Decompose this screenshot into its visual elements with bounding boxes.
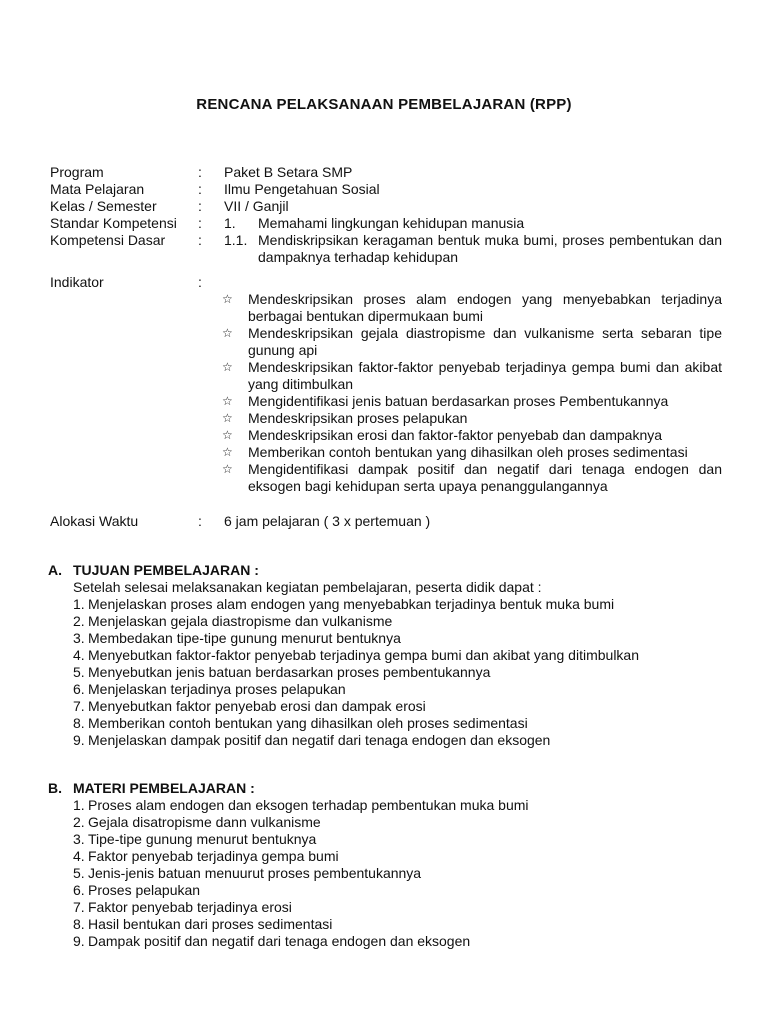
list-item: 3. Membedakan tipe-tipe gunung menurut bentuknya: [73, 630, 401, 646]
indikator-item: ☆ Mendeskripsikan erosi dan faktor-faktor penyebab dan dampaknya: [222, 427, 663, 443]
info-colon: :: [198, 198, 202, 214]
list-item: 1. Proses alam endogen dan eksogen terhadap pembentukan muka bumi: [73, 797, 529, 813]
list-item: 1. Menjelaskan proses alam endogen yang menyebabkan terjadinya bentuk muka bumi: [73, 596, 615, 612]
info-row-mata-pelajaran: [50, 181, 722, 198]
info-label: Mata Pelajaran: [50, 181, 145, 197]
section-intro: Setelah selesai melaksanakan kegiatan pembelajaran, peserta didik dapat :: [73, 579, 542, 595]
section-letter: B.: [48, 780, 62, 796]
list-item: 9. Menjelaskan dampak positif dan negatif dari tenaga endogen dan eksogen: [73, 732, 551, 748]
materi-list: [73, 797, 728, 950]
indikator-item: ☆ Mendeskripsikan gejala diastropisme dan vulkanisme serta sebaran tipe gunung api: [222, 325, 722, 358]
list-item: 4. Faktor penyebab terjadinya gempa bumi: [73, 848, 339, 864]
indikator-item: ☆ Mengidentifikasi jenis batuan berdasarkan proses Pembentukannya: [222, 393, 669, 409]
info-block: [50, 164, 722, 530]
info-row-kelas-semester: [50, 198, 722, 215]
list-item: 7. Faktor penyebab terjadinya erosi: [73, 899, 292, 915]
list-item: 5. Jenis-jenis batuan menuurut proses pembentukannya: [73, 865, 422, 881]
info-label: Alokasi Waktu: [50, 513, 139, 529]
info-label: Indikator: [50, 274, 104, 290]
indikator-item: ☆ Mendeskripsikan proses alam endogen yang menyebabkan terjadinya berbagai bentukan dipermukaan bumi: [222, 291, 722, 324]
info-label: Program: [50, 164, 104, 180]
info-label: Standar Kompetensi: [50, 215, 177, 231]
info-row-alokasi-waktu: [50, 513, 722, 530]
info-colon: :: [198, 513, 202, 529]
star-bullet-icon: ☆: [222, 394, 233, 408]
info-value: VII / Ganjil: [224, 198, 289, 214]
star-bullet-icon: ☆: [222, 326, 233, 340]
star-bullet-icon: ☆: [222, 445, 233, 459]
tujuan-list: [73, 596, 728, 749]
indikator-item: ☆ Memberikan contoh bentukan yang dihasilkan oleh proses sedimentasi: [222, 444, 688, 460]
section-letter: A.: [48, 562, 62, 578]
list-item: 4. Menyebutkan faktor-faktor penyebab terjadinya gempa bumi dan akibat yang ditimbulkan: [73, 647, 639, 663]
info-row-standar-kompetensi: [50, 215, 722, 232]
info-value: Ilmu Pengetahuan Sosial: [224, 181, 380, 197]
info-row-program: [50, 164, 722, 181]
list-item: 6. Menjelaskan terjadinya proses pelapukan: [73, 681, 346, 697]
indikator-list: [50, 291, 722, 495]
info-value: 6 jam pelajaran ( 3 x pertemuan ): [224, 513, 431, 529]
indikator-item: ☆ Mengidentifikasi dampak positif dan negatif dari tenaga endogen dan eksogen bagi kehidupan serta upaya penanggulangannya: [222, 461, 722, 494]
list-item: 7. Menyebutkan faktor penyebab erosi dan dampak erosi: [73, 698, 426, 714]
info-row-kompetensi-dasar: [50, 232, 722, 266]
info-colon: :: [198, 215, 202, 231]
section-heading: [48, 562, 728, 579]
star-bullet-icon: ☆: [222, 428, 233, 442]
list-item: 2. Gejala disatropisme dann vulkanisme: [73, 814, 321, 830]
list-item: 3. Tipe-tipe gunung menurut bentuknya: [73, 831, 317, 847]
info-value: Paket B Setara SMP: [224, 164, 353, 180]
list-item: 5. Menyebutkan jenis batuan berdasarkan proses pembentukannya: [73, 664, 491, 680]
list-item: 6. Proses pelapukan: [73, 882, 201, 898]
section-tujuan: [48, 562, 728, 749]
section-title: TUJUAN PEMBELAJARAN :: [73, 562, 259, 578]
info-colon: :: [198, 181, 202, 197]
info-label: Kelas / Semester: [50, 198, 157, 214]
section-title: MATERI PEMBELAJARAN :: [73, 780, 255, 796]
section-materi: [48, 780, 728, 950]
info-colon: :: [198, 232, 202, 248]
document-title: RENCANA PELAKSANAAN PEMBELAJARAN (RPP): [196, 96, 572, 113]
star-bullet-icon: ☆: [222, 411, 233, 425]
list-item: 9. Dampak positif dan negatif dari tenaga endogen dan eksogen: [73, 933, 471, 949]
info-colon: :: [198, 164, 202, 180]
sk-number: 1.: [224, 215, 236, 231]
section-heading: [48, 780, 728, 797]
indikator-item: ☆ Mendeskripsikan faktor-faktor penyebab terjadinya gempa bumi dan akibat yang ditimbulkan: [222, 359, 722, 392]
star-bullet-icon: ☆: [222, 292, 233, 306]
info-row-indikator: [50, 274, 722, 291]
sk-text: Memahami lingkungan kehidupan manusia: [258, 215, 525, 231]
list-item: 8. Memberikan contoh bentukan yang dihasilkan oleh proses sedimentasi: [73, 715, 528, 731]
indikator-item: ☆ Mendeskripsikan proses pelapukan: [222, 410, 468, 426]
kd-text: Mendiskripsikan keragaman bentuk muka bumi, proses pembentukan dan dampaknya terhadap kehidupan: [258, 232, 722, 265]
info-colon: :: [198, 274, 202, 290]
list-item: 2. Menjelaskan gejala diastropisme dan vulkanisme: [73, 613, 393, 629]
list-item: 8. Hasil bentukan dari proses sedimentasi: [73, 916, 333, 932]
info-label: Kompetensi Dasar: [50, 232, 166, 248]
info-value: [224, 215, 722, 232]
star-bullet-icon: ☆: [222, 360, 233, 374]
info-value: [224, 232, 722, 266]
kd-number: 1.1.: [224, 232, 248, 248]
star-bullet-icon: ☆: [222, 462, 233, 476]
